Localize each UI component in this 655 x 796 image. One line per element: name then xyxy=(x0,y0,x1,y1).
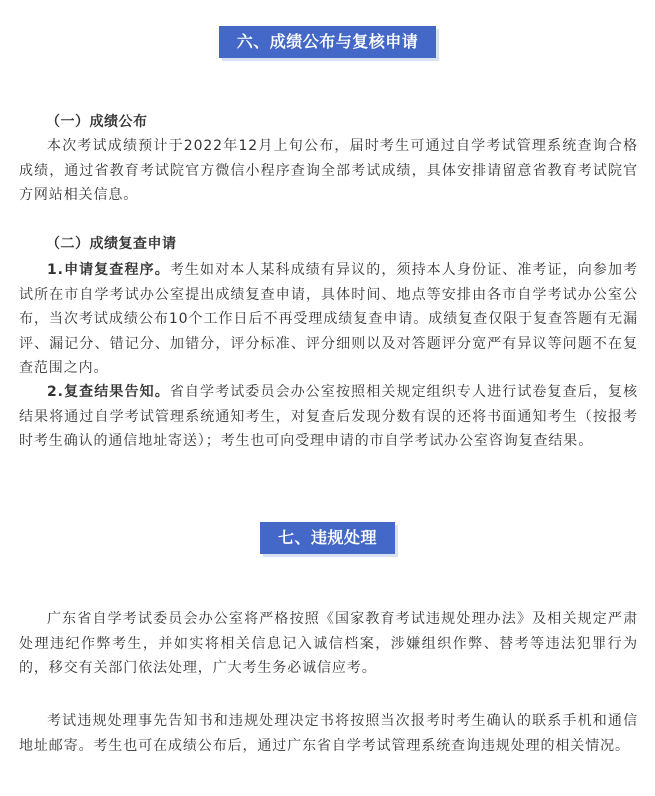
subsection-score-release-heading: （一）成绩公布 xyxy=(46,114,148,130)
score-release-paragraph: 本次考试成绩预计于2022年12月上旬公布，届时考生可通过自学考试管理系统查询合格成绩，通过省教育考试院官方微信小程序查询全部考试成绩，具体安排请留意省教育考试院官方网站相关信息。 xyxy=(19,138,638,203)
section-6-title: 六、成绩公布与复核申请 xyxy=(219,26,437,58)
review-result-lead: 2.复查结果告知。 xyxy=(47,384,170,400)
subsection-score-review-heading: （二）成绩复查申请 xyxy=(46,236,177,252)
section-7-title: 七、违规处理 xyxy=(260,522,395,554)
section-6-header-wrap xyxy=(0,26,655,58)
review-procedure-lead: 1.申请复查程序。 xyxy=(47,262,170,278)
review-result-paragraph xyxy=(0,380,638,454)
review-result-text: 省自学考试委员会办公室按照相关规定组织专人进行试卷复查后，复核结果将通过自学考试管理系统通知考生，对复查后发现分数有误的还将书面通知考生（按报考时考生确认的通信地址寄送）；考生也可向受理申请的市自学考试办公室咨询复查结果。 xyxy=(19,384,638,449)
violation-handling-paragraph: 广东省自学考试委员会办公室将严格按照《国家教育考试违规处理办法》及相关规定严肃处理违纪作弊考生，并如实将相关信息记入诚信档案，涉嫌组织作弊、替考等违法犯罪行为的，移交有关部门依法处理，广大考生务必诚信应考。 xyxy=(19,611,638,676)
review-procedure-paragraph xyxy=(0,258,638,381)
review-procedure-text: 考生如对本人某科成绩有异议的，须持本人身份证、准考证，向参加考试所在市自学考试办公室提出成绩复查申请，具体时间、地点等安排由各市自学考试办公室公布，当次考试成绩公布10个工作日后不再受理成绩复查申请。成绩复查仅限于复查答题有无漏评、漏记分、错记分、加错分，评分标准、评分细则以及对答题评分宽严有异议等问题不在复查范围之内。 xyxy=(19,262,638,376)
violation-notice-paragraph: 考试违规处理事先告知书和违规处理决定书将按照当次报考时考生确认的联系手机和通信地址邮寄。考生也可在成绩公布后，通过广东省自学考试管理系统查询违规处理的相关情况。 xyxy=(19,713,638,754)
section-7-header-wrap xyxy=(0,522,655,554)
